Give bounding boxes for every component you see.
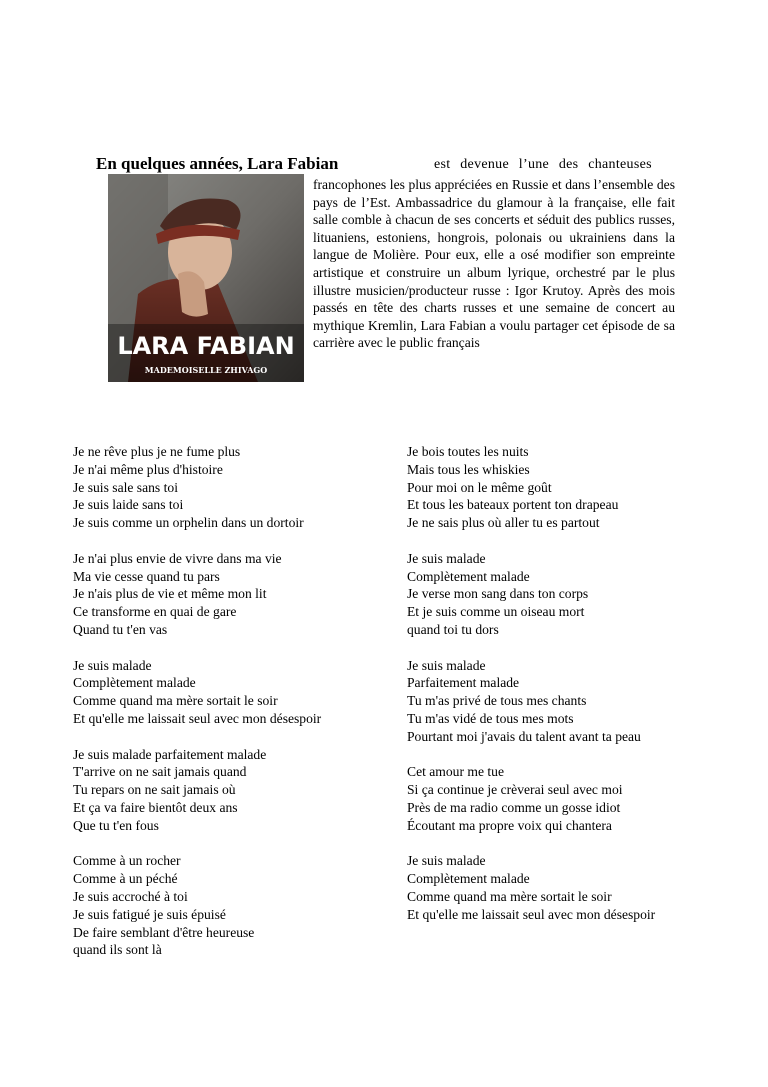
lyric-line: T'arrive on ne sait jamais quand <box>73 764 247 780</box>
lyric-line: Je suis malade <box>407 657 486 673</box>
lyric-line: Je n'ai plus envie de vivre dans ma vie <box>73 550 282 566</box>
lyrics-stanza <box>407 763 727 834</box>
lyrics-stanza <box>73 746 393 835</box>
lyric-line: Cet amour me tue <box>407 764 505 780</box>
lyric-line: Tu repars on ne sait jamais où <box>73 782 236 798</box>
lyric-line: Près de ma radio comme un gosse idiot <box>407 799 621 815</box>
lyric-line: Comme quand ma mère sortait le soir <box>73 693 278 709</box>
lyric-line: Mais tous les whiskies <box>407 461 530 477</box>
lyric-line: Complètement malade <box>407 871 530 887</box>
lyric-line: Je suis malade <box>407 550 486 566</box>
lyric-line: Si ça continue je crèverai seul avec moi <box>407 782 623 798</box>
lyric-line: Quand tu t'en vas <box>73 621 168 637</box>
lyrics-left-column <box>73 443 393 977</box>
lyrics-stanza <box>407 550 727 639</box>
lyric-line: quand toi tu dors <box>407 621 499 637</box>
intro-lead: En quelques années, Lara Fabian <box>96 154 339 173</box>
lyric-line: Comme quand ma mère sortait le soir <box>407 888 612 904</box>
lyrics-stanza <box>407 657 727 746</box>
lyric-line: Je suis malade parfaitement malade <box>73 746 267 762</box>
lyric-line: Complètement malade <box>73 675 196 691</box>
lyrics-stanza <box>73 657 393 728</box>
album-artist: LARA FABIAN <box>117 332 295 360</box>
lyric-line: Et tous les bateaux portent ton drapeau <box>407 497 619 513</box>
lyrics-stanza <box>73 550 393 639</box>
lyric-line: Et ça va faire bientôt deux ans <box>73 799 238 815</box>
lyric-line: Parfaitement malade <box>407 675 520 691</box>
lyric-line: Je bois toutes les nuits <box>407 444 529 459</box>
intro-paragraph: francophones les plus appréciées en Russie et dans l’ensemble des pays de l’Est. Ambassadrice du glamour à la française, elle fait salle comble à chacun de ses concerts et séduit des publics russes, lituaniens, estoniens, hongrois, polonais ou ukrainiens dans la langue de Molière. Pour eux, elle a osé modifier son empreinte artistique et construire un album lyrique, orchestré par le plus illustre musicien/producteur russe : Igor Krutoy. Après des mois passés en tête des charts russes et une semaine de concert au mythique Kremlin, Lara Fabian a voulu partager cet épisode de sa carrière avec le public français <box>313 177 675 351</box>
intro-first-line-rest: est devenue l’une des chanteuses <box>434 157 652 172</box>
lyric-line: quand ils sont là <box>73 942 162 958</box>
lyric-line: Ce transforme en quai de gare <box>73 604 237 620</box>
lyric-line: Je n'ais plus de vie et même mon lit <box>73 586 267 602</box>
lyric-line: Je suis comme un orphelin dans un dortoir <box>73 515 304 531</box>
lyrics-stanza <box>73 443 393 532</box>
lyrics-stanza <box>407 852 727 923</box>
lyric-line: Ma vie cesse quand tu pars <box>73 568 220 584</box>
lyric-line: Je ne sais plus où aller tu es partout <box>407 515 600 531</box>
album-subtitle: MADEMOISELLE ZHIVAGO <box>144 365 268 375</box>
lyric-line: Pourtant moi j'avais du talent avant ta peau <box>407 728 641 744</box>
lyric-line: Et qu'elle me laissait seul avec mon désespoir <box>73 710 322 726</box>
intro-first-line <box>96 153 674 175</box>
album-cover <box>108 174 304 382</box>
lyric-line: Tu m'as privé de tous mes chants <box>407 693 587 709</box>
lyric-line: Je suis laide sans toi <box>73 497 184 513</box>
lyric-line: Je verse mon sang dans ton corps <box>407 586 589 602</box>
lyric-line: Comme à un péché <box>73 871 178 887</box>
lyric-line: Je suis sale sans toi <box>73 479 178 495</box>
lyric-line: Je suis accroché à toi <box>73 888 188 904</box>
lyric-line: Écoutant ma propre voix qui chantera <box>407 817 612 833</box>
lyric-line: Je suis malade <box>73 657 152 673</box>
lyric-line: Et qu'elle me laissait seul avec mon désespoir <box>407 906 656 922</box>
lyric-line: Que tu t'en fous <box>73 817 159 833</box>
lyric-line: Je suis fatigué je suis épuisé <box>73 906 226 922</box>
lyric-line: Tu m'as vidé de tous mes mots <box>407 710 574 726</box>
lyric-line: Et je suis comme un oiseau mort <box>407 604 585 620</box>
lyric-line: Je ne rêve plus je ne fume plus <box>73 444 241 459</box>
lyrics-right-column <box>407 443 727 941</box>
lyric-line: Pour moi on le même goût <box>407 479 552 495</box>
album-cover-image <box>108 174 304 382</box>
lyric-line: De faire semblant d'être heureuse <box>73 924 255 940</box>
lyric-line: Comme à un rocher <box>73 853 181 869</box>
lyric-line: Complètement malade <box>407 568 530 584</box>
lyrics-stanza <box>73 852 393 959</box>
lyric-line: Je suis malade <box>407 853 486 869</box>
lyric-line: Je n'ai même plus d'histoire <box>73 461 223 477</box>
lyrics-stanza <box>407 443 727 532</box>
